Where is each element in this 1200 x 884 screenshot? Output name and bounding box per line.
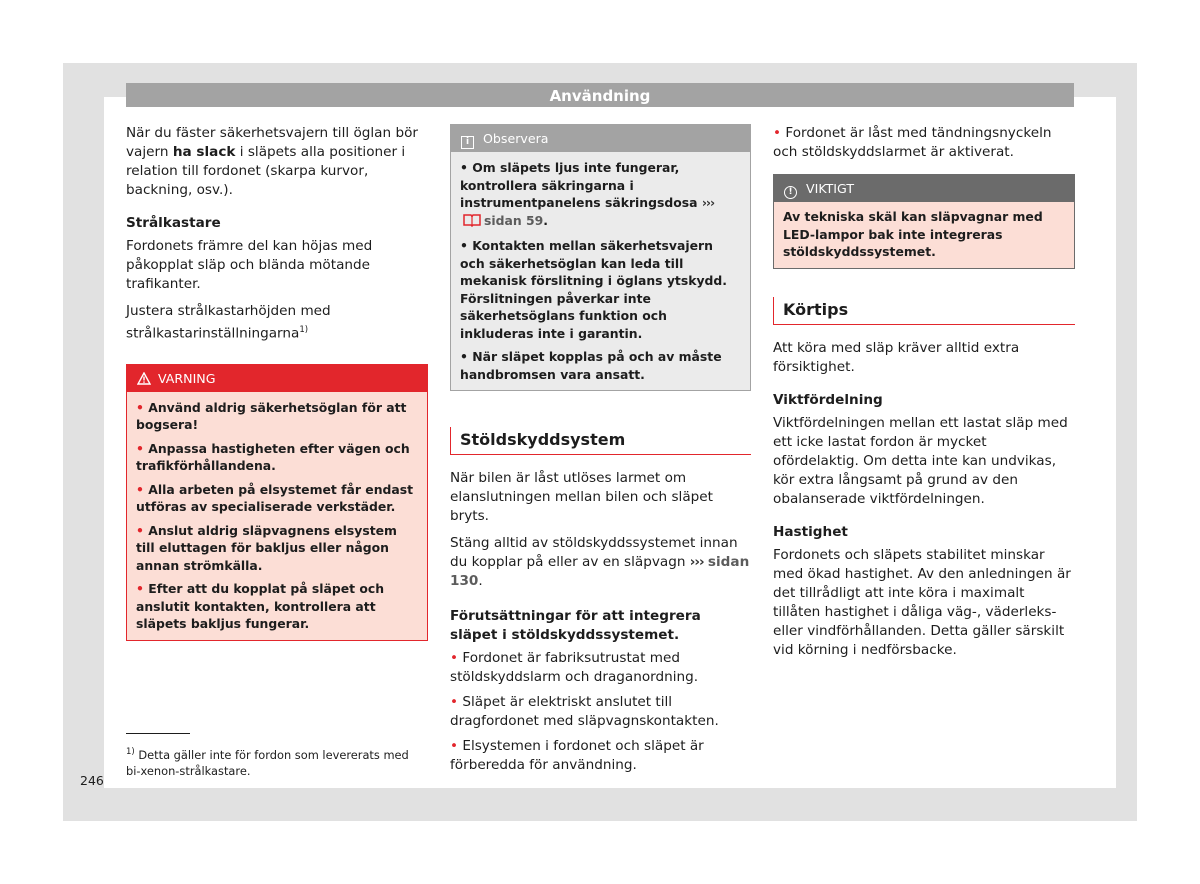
- intro-text-start: När du fäster säkerhetsvajern till öglan bör vajern: [126, 125, 418, 160]
- paragraph-kortips: Att köra med släp kräver alltid extra försiktighet.: [773, 339, 1020, 375]
- paragraph-stoldskydd-1: När bilen är låst utlöses larmet om elanslutningen mellan bilen och släpet bryts.: [450, 470, 713, 524]
- observera-box: [450, 124, 751, 391]
- intro-text-bold: ha slack: [172, 144, 236, 160]
- subheading-stralkastare: Strålkastare: [126, 215, 221, 231]
- column-2: [450, 124, 751, 781]
- warning-item: • Efter att du kopplat på släpet och anslutit kontakten, kontrollera att släpets bakljus fungerar.: [136, 581, 385, 632]
- warning-item: • Använd aldrig säkerhetsöglan för att bogsera!: [136, 399, 407, 433]
- footnote-text: Detta gäller inte för fordon som levererats med bi-xenon-strålkastare.: [126, 747, 409, 778]
- warning-box-body: [127, 392, 427, 640]
- list-item: • Släpet är elektriskt anslutet till dragfordonet med släpvagnskontakten.: [450, 694, 719, 729]
- footnote-reference: 1): [299, 325, 309, 335]
- viktigt-label: VIKTIGT: [806, 181, 855, 196]
- warning-triangle-icon: [137, 367, 151, 394]
- list-item: • Fordonet är fabriksutrustat med stöldskyddslarm och draganordning.: [450, 650, 699, 685]
- section-header-title: Användning: [549, 87, 651, 105]
- viktigt-box-body: Av tekniska skäl kan släpvagnar med LED-lampor bak inte integreras stöldskyddssystemet.: [783, 209, 1043, 259]
- observera-box-body: [451, 152, 750, 390]
- paragraph-stoldskydd-2: Stäng alltid av stöldskyddssystemet innan du kopplar på eller av en släpvagn ››› sidan 130.: [450, 535, 750, 589]
- page-number: 246: [80, 773, 104, 788]
- warning-label: VARNING: [158, 370, 216, 386]
- paragraph-stralkastare-2: [126, 302, 428, 344]
- paragraph-hastighet: Fordonets och släpets stabilitet minskar med ökad hastighet. Av den anledningen är det tillrådligt att inte köra i maximalt tillåten hastighet i dåliga väg-, väderleks- eller vindförhållanden. Detta gäller särskilt vid körning i nedförsbacke.: [773, 546, 1071, 658]
- subheading-hastighet: Hastighet: [773, 523, 848, 540]
- footnote: [126, 744, 426, 779]
- warning-item: • Alla arbeten på elsystemet får endast utföras av specialiserade verkstäder.: [136, 481, 414, 515]
- observera-box-header: [451, 125, 750, 152]
- column-3: [773, 124, 1075, 668]
- warning-box-header: [127, 365, 427, 392]
- warning-box: [126, 364, 428, 641]
- page-reference-link[interactable]: sidan 130: [450, 554, 750, 589]
- viktigt-box-header: [774, 175, 1074, 202]
- subheading-forutsattningar: Förutsättningar för att integrera släpet i stöldskyddssystemet.: [450, 608, 701, 643]
- viktigt-box: [773, 174, 1075, 269]
- reference-arrows: ›››: [689, 554, 704, 570]
- observera-item: • Om släpets ljus inte fungerar, kontrollera säkringarna i instrumentpanelens säkringsdosa ››› sidan 59.: [460, 159, 741, 231]
- section-header: [126, 83, 1074, 107]
- warning-item: • Anslut aldrig släpvagnens elsystem till eluttagen för bakljus eller någon annan strömkälla.: [136, 522, 397, 573]
- exclamation-circle-icon: !: [784, 186, 797, 199]
- intro-paragraph: [126, 124, 428, 200]
- footnote-divider: [126, 733, 190, 734]
- observera-item: • Kontakten mellan säkerhetsvajern och säkerhetsöglan kan leda till mekanisk förslitning i öglans ytskydd. Förslitningen påverkar inte säkerhetsöglans funktion och inkluderas inte i garantin.: [460, 238, 727, 341]
- footnote-marker: 1): [126, 747, 135, 757]
- paragraph-stralkastare-2-text: Justera strålkastarhöjden med strålkastarinställningarna: [126, 303, 331, 342]
- page-reference-link[interactable]: sidan 59: [484, 212, 544, 228]
- observera-label: Observera: [483, 131, 549, 146]
- warning-item: • Anpassa hastigheten efter vägen och trafikförhållandena.: [136, 440, 410, 474]
- section-title-stoldskydd: Stöldskyddsystem: [450, 427, 751, 455]
- subheading-viktfordelning: Viktfördelning: [773, 391, 883, 408]
- observera-item: • När släpet kopplas på och av måste handbromsen vara ansatt.: [460, 349, 722, 382]
- paragraph-viktfordelning: Viktfördelningen mellan ett lastat släp med ett icke lastat fordon är mycket ofördelaktig. Om detta inte kan undvikas, kör extra långsamt på grund av den obalanserade viktfördelningen.: [773, 414, 1068, 507]
- book-reference-icon: [462, 213, 482, 232]
- paragraph-stralkastare-1: Fordonets främre del kan höjas med påkopplat släp och blända mötande trafikanter.: [126, 238, 373, 292]
- section-title-kortips: Körtips: [773, 297, 1075, 325]
- list-item: • Fordonet är låst med tändningsnyckeln och stöldskyddslarmet är aktiverat.: [773, 125, 1052, 160]
- column-1: [126, 124, 428, 651]
- reference-arrows: ›››: [701, 195, 715, 210]
- list-item: • Elsystemen i fordonet och släpet är förberedda för användning.: [450, 738, 704, 773]
- info-icon: i: [461, 136, 474, 149]
- intro-text-end: i släpets alla positioner i relation till fordonet (skarpa kurvor, backning, osv.).: [126, 144, 406, 198]
